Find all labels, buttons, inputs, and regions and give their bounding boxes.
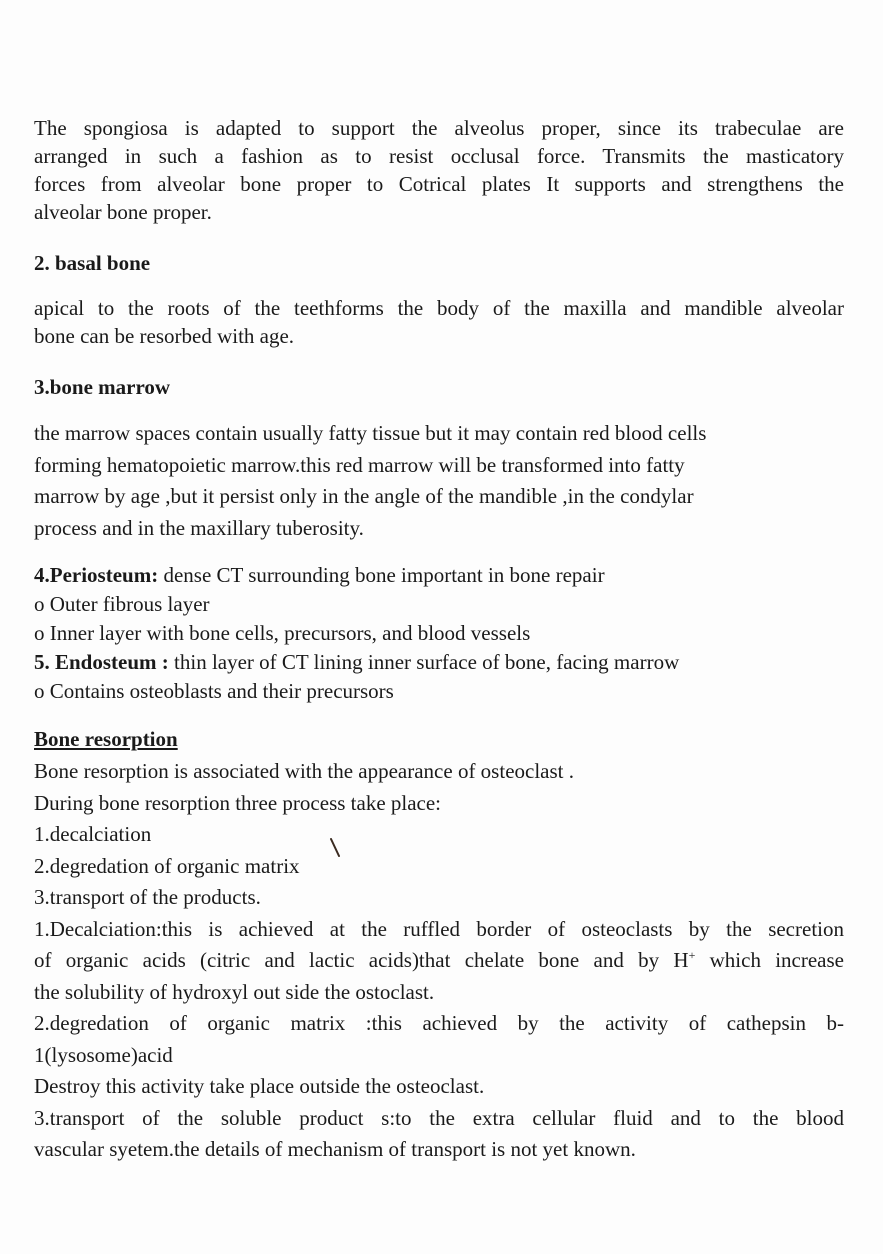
text-line: 2.degredation of organic matrix :this achieved by the activity of cathepsin b- [34, 1011, 844, 1035]
text-line: During bone resorption three process take place: [34, 790, 442, 815]
bone-marrow-paragraph [34, 418, 844, 544]
text-line: vascular syetem.the details of mechanism of transport is not yet known. [34, 1137, 636, 1161]
text-line: bone can be resorbed with age. [34, 324, 295, 348]
text-line: marrow by age ,but it persist only in the angle of the mandible ,in the condylar [34, 484, 694, 508]
text-fragment: which increase [695, 948, 844, 972]
endosteum-line [34, 648, 844, 677]
text-line: 3.transport of the soluble product s:to the extra cellular fluid and to the blood [34, 1105, 844, 1130]
basal-bone-heading: 2. basal bone [34, 251, 151, 275]
basal-bone-paragraph [34, 294, 844, 350]
periosteum-label: 4.Periosteum: [34, 563, 159, 587]
periosteum-text: dense CT surrounding bone important in bone repair [158, 563, 605, 587]
superscript-plus: + [688, 948, 696, 962]
text-line: Bone resorption is associated with the appearance of osteoclast . [34, 759, 574, 783]
text-line: forming hematopoietic marrow.this red marrow will be transformed into fatty [34, 452, 685, 477]
bone-marrow-heading: 3.bone marrow [34, 375, 171, 399]
endosteum-label: 5. Endosteum : [34, 650, 169, 674]
text-line: arranged in such a fashion as to resist occlusal force. Transmits the masticatory [34, 144, 844, 168]
step-item: 3.transport of the products. [34, 885, 261, 909]
text-line: Destroy this activity take place outside the osteoclast. [34, 1074, 485, 1098]
periosteum-endosteum-section [34, 561, 844, 706]
text-line: 1.Decalciation:this is achieved at the ruffled border of osteoclasts by the secretion [34, 916, 844, 941]
text-line [34, 945, 844, 977]
text-line: 1(lysosome)acid [34, 1042, 173, 1067]
periosteum-line [34, 561, 844, 590]
text-line: The spongiosa is adapted to support the alveolus proper, since its trabeculae are [34, 116, 844, 140]
text-line: forces from alveolar bone proper to Cotrical plates It supports and strengthens the [34, 172, 844, 196]
text-fragment: of organic acids (citric and lactic acids)that chelate bone and by H [34, 948, 689, 972]
text-line: apical to the roots of the teethforms the body of the maxilla and mandible alveolar [34, 296, 844, 320]
text-line: the marrow spaces contain usually fatty tissue but it may contain red blood cells [34, 421, 707, 445]
text-line: process and in the maxillary tuberosity. [34, 515, 364, 540]
endosteum-text: thin layer of CT lining inner surface of bone, facing marrow [168, 650, 680, 674]
bullet-item: o Inner layer with bone cells, precursors, and blood vessels [34, 621, 531, 645]
text-line: alveolar bone proper. [34, 200, 212, 224]
bone-resorption-body [34, 756, 844, 1166]
pen-mark-icon [329, 838, 341, 858]
bullet-item: o Contains osteoblasts and their precursors [34, 679, 394, 703]
step-item: 1.decalciation [34, 822, 152, 846]
text-line: the solubility of hydroxyl out side the ostoclast. [34, 979, 435, 1004]
step-item: 2.degredation of organic matrix [34, 853, 300, 878]
bone-resorption-heading: Bone resorption [34, 727, 178, 751]
spongiosa-paragraph [34, 114, 844, 226]
bullet-item: o Outer fibrous layer [34, 592, 210, 616]
